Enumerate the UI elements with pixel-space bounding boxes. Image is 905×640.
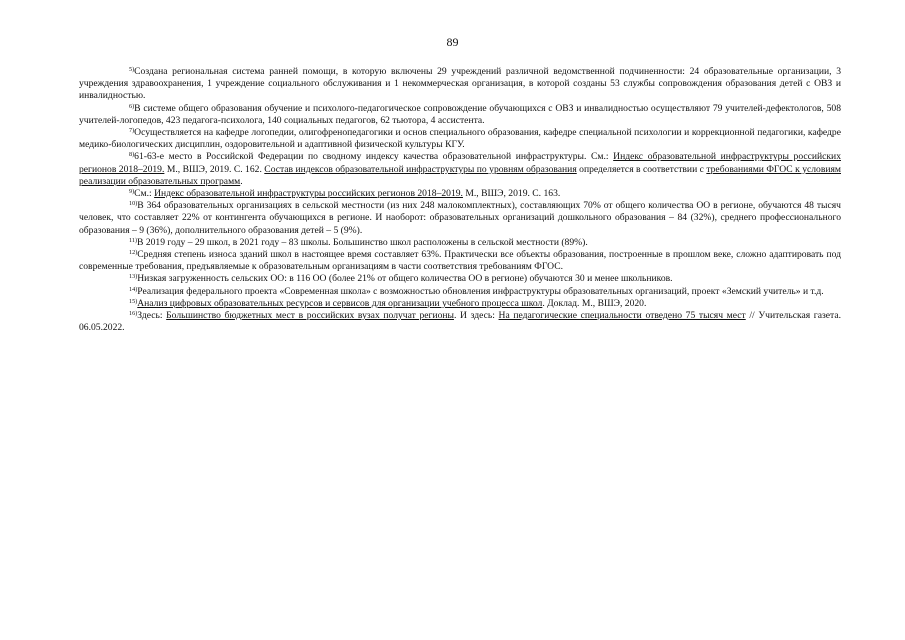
footnote-link[interactable]: Индекс образовательной инфраструктуры российских регионов 2018–2019. [154,188,463,200]
footnote-text: 61-63-е место в Российской Федерации по сводному индексу качества образовательной инфраструктуры. См.: [134,151,614,163]
footnote-link[interactable]: На педагогические специальности отведено 75 тысяч мест [498,310,746,322]
footnote-number: 12) [129,249,138,257]
footnote-text: . [240,175,243,187]
footnote [79,103,841,127]
footnote [79,151,841,188]
footnote-text: . Доклад. М., ВШЭ, 2020. [542,297,647,309]
footnote-text: Здесь: [137,310,167,322]
footnote-text: М., ВШЭ, 2019. С. 162. [164,163,265,175]
footnote [79,249,841,273]
footnote-text: Создана региональная система ранней помощи, в которую включены 29 учреждений различной ведомственной подчиненности: 24 образовательные организации, 3 учреждения здравоохранения, 1 учреждение социального обслуживания и 1 некоммерческая организация, в которой созданы 53 службы сопровождения образования детей с ОВЗ и инвалидностью. [79,66,841,102]
footnote-text: В 2019 году – 29 школ, в 2021 году – 83 школы. Большинство школ расположены в сельской местности (89%). [137,236,588,248]
footnote-number: 13) [129,273,138,281]
footnote [79,273,841,285]
footnote-number: 11) [129,236,138,244]
footnote-number: 14) [129,285,138,293]
footnote-text: В системе общего образования обучение и психолого-педагогическое сопровождение обучающихся с ОВЗ и инвалидностью осуществляют 79 учителей-дефектологов, 508 учителей-логопедов, 423 педагога-психолога, 140 социальных педагогов, 62 тьютора, 4 ассистента. [79,102,841,126]
footnote-text: Реализация федерального проекта «Современная школа» с возможностью обновления инфраструктуры образовательных организаций, проект «Земский учитель» и т.д. [137,285,824,297]
footnote-link[interactable]: Состав индексов образовательной инфраструктуры по уровням образования [264,163,577,175]
footnote-number: 5) [129,66,135,73]
footnote-text: Средняя степень износа зданий школ в настоящее время составляет 63%. Практически все объекты образования, построенные в прошлом веке, сложно адаптировать под современные требования, предъявляемые к образовательным организациям в части соответствия требованиям ФГОС. [79,249,841,273]
footnote-text: определяется в соответствии с [576,163,707,175]
footnote-link[interactable]: Большинство бюджетных мест в российских вузах получат регионы [166,310,454,322]
page-number: 89 [446,35,459,49]
footnote-text: М., ВШЭ, 2019. С. 163. [462,188,561,200]
footnote-number: 15) [129,297,138,305]
footnote-text: В 364 образовательных организациях в сельской местности (из них 248 малокомплектных), составляющих 70% от общего количества ОО в регионе, обучаются 48 тысяч человек, что составляет 22% от контингента обучающихся в регионе. И наоборот: образовательных организаций дошкольного образования – 84 (32%), среднего профессионального образования – 9 (36%), дополнительного образования детей – 5 (9%). [79,200,841,236]
footnote-number: 8) [129,151,135,159]
footnote [79,298,841,310]
footnote [79,66,841,103]
footnote [79,286,841,298]
footnote [79,127,841,151]
footnote [79,237,841,249]
footnote-text: // Учительская газета. 06.05.2022. [79,310,841,334]
footnote [79,188,841,200]
footnotes-block [79,66,841,334]
footnote-number: 7) [129,127,135,135]
footnote-text: См.: [134,188,155,200]
footnote-number: 9) [129,188,135,196]
footnote-link[interactable]: Индекс образовательной инфраструктуры российских регионов 2018–2019. [79,151,841,175]
footnote [79,310,841,334]
footnote-number: 10) [129,200,138,208]
footnote-link[interactable]: Анализ цифровых образовательных ресурсов и сервисов для организации учебного процесса школ [137,297,543,309]
footnote-text: Низкая загруженность сельских ОО: в 116 ОО (более 21% от общего количества ОО в регионе) обучаются 30 и менее школьников. [137,273,673,285]
footnote-number: 16) [129,310,138,318]
footnote-link[interactable]: требованиями ФГОС к условиям реализации образовательных программ [79,163,841,187]
footnote [79,200,841,237]
footnote-number: 6) [129,102,135,110]
footnote-text: Осуществляется на кафедре логопедии, олигофренопедагогики и основ специального образования, кафедре специальной психологии и коррекционной педагогики, кафедре медико-биологических дисциплин, оздоровительной и адаптивной физической культуры КГУ. [79,127,841,151]
footnote-text: . И здесь: [453,310,499,322]
